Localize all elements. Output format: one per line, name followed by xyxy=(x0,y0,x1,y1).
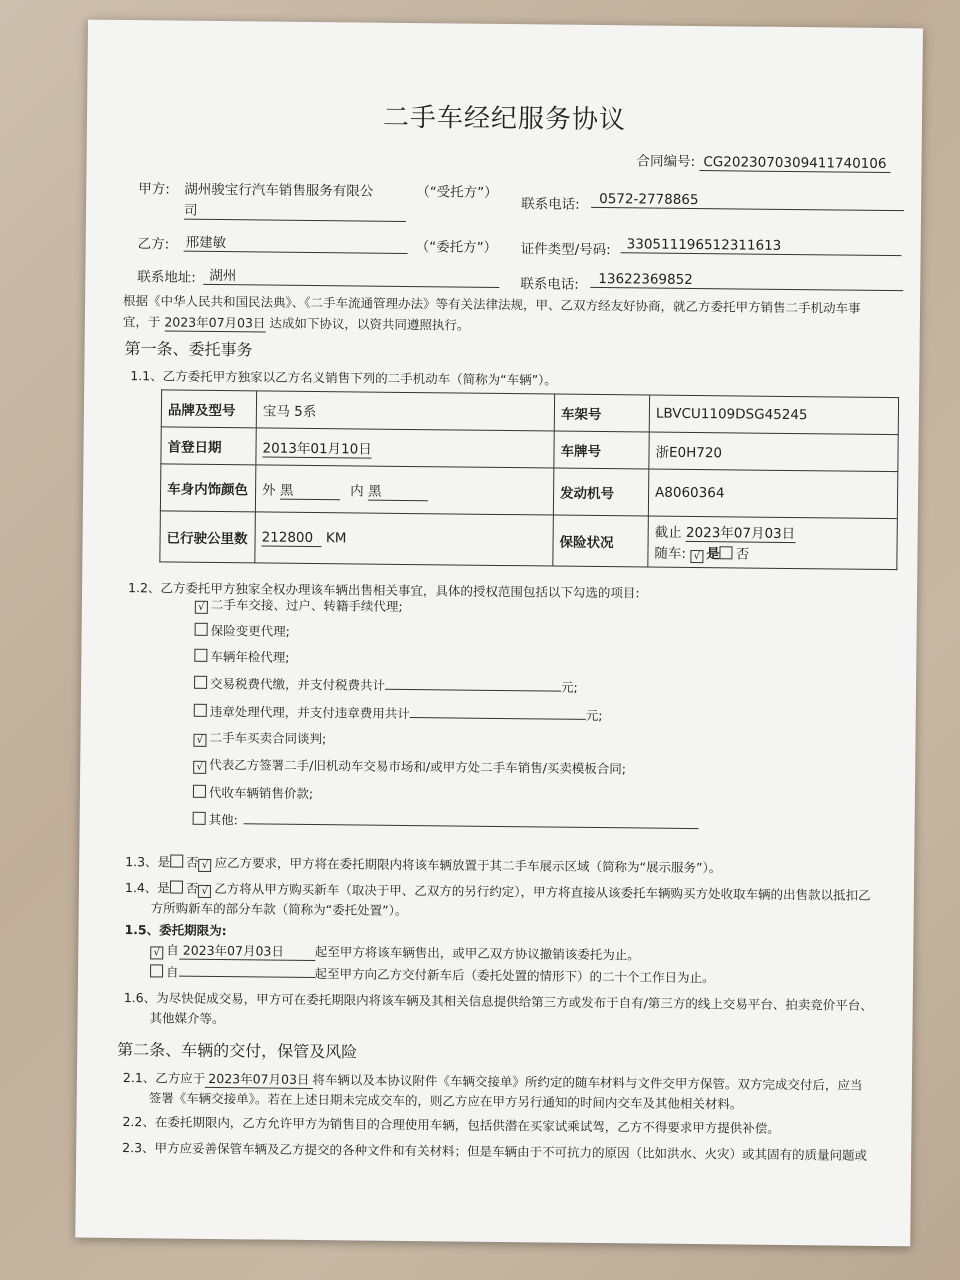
plate-label: 车牌号 xyxy=(554,431,649,469)
option-label: 其他: xyxy=(208,811,238,828)
party-b-phone: 13622369852 xyxy=(590,271,903,291)
contract-paper xyxy=(75,20,923,1247)
authorization-option xyxy=(194,701,603,724)
clause-1-6: 1.6、为尽快促成交易，甲方可在委托期限内将该车辆及其相关信息提供给第三方或发布于自有/第三方的线上交易平台、拍卖竞价平台、 xyxy=(123,990,873,1013)
authorization-option xyxy=(194,673,578,696)
insurance-until-prefix: 截止 xyxy=(654,524,682,541)
clause-1-4-text: 乙方将从甲方购买新车（取决于甲、乙双方的另行约定），甲方将直接从该委托车辆购买方处收取车辆的出售款以抵扣乙 xyxy=(214,880,871,903)
reg-date-label: 首登日期 xyxy=(161,427,256,465)
clause-2-2: 2.2、在委托期限内，乙方允许甲方为销售目的合理使用车辆，包括供潜在买家试乘试驾，乙方不得要求甲方提供补偿。 xyxy=(122,1114,780,1136)
color-out-value: 黑 xyxy=(280,478,340,500)
option-checkbox[interactable] xyxy=(194,676,207,689)
clause-1-3 xyxy=(125,852,721,877)
clause-1-3-text: 应乙方要求，甲方将在委托期限内将该车辆放置于其二手车展示区域（简称为“展示服务”）。 xyxy=(214,855,722,876)
party-a-role: （“受托方”） xyxy=(416,184,498,201)
party-a-name: 湖州骏宝行汽车销售服务有限公 xyxy=(184,181,374,200)
clause-1-3-prefix: 1.3、是 xyxy=(125,854,171,870)
option-label: 保险变更代理; xyxy=(210,622,290,639)
clause-1-3-no-label: 否 xyxy=(186,854,199,870)
party-a-name-cont: 司 xyxy=(184,199,406,222)
authorization-option xyxy=(193,728,326,748)
option-label: 二手车交接、过户、转籍手续代理; xyxy=(210,596,403,614)
term-option-1-text: 起至甲方将该车辆售出，或甲乙双方协议撤销该委托为止。 xyxy=(314,944,640,963)
party-a-phone-label: 联系电话: xyxy=(521,196,580,213)
term-option-1 xyxy=(150,940,640,964)
intro-line-1: 根据《中华人民共和国民法典》、《二手车流通管理办法》等有关法律法规，甲、乙双方经友好协商，就乙方委托甲方销售二手机动车事 xyxy=(123,293,861,316)
authorization-option xyxy=(193,809,699,833)
option-checkbox[interactable] xyxy=(195,623,208,636)
insurance-no-checkbox[interactable] xyxy=(720,546,733,559)
intro-date: 2023年07月03日 xyxy=(164,314,266,331)
intro-line-2-post: 达成如下协议，以资共同遵照执行。 xyxy=(269,315,470,333)
option-unit: 元; xyxy=(585,707,603,724)
party-a-label: 甲方: xyxy=(138,181,170,198)
clause-1-2: 1.2、乙方委托甲方独家全权办理该车辆出售相关事宜，具体的授权范围包括以下勾选的项目: xyxy=(127,580,640,601)
model-value: 宝马 5系 xyxy=(256,391,554,431)
section-1-heading: 第一条、委托事务 xyxy=(124,339,253,360)
option-checkbox[interactable]: √ xyxy=(195,601,208,614)
option-checkbox[interactable]: √ xyxy=(193,734,206,747)
clause-2-1-pre: 2.1、乙方应于 xyxy=(122,1070,206,1086)
reg-date-value: 2013年01月10日 xyxy=(262,436,371,458)
amount-blank[interactable] xyxy=(410,703,586,720)
color-in-prefix: 内 xyxy=(350,482,364,500)
engine-label: 发动机号 xyxy=(553,468,648,516)
option-label: 代收车辆销售价款; xyxy=(208,784,314,802)
term-option-1-checkbox[interactable]: √ xyxy=(150,946,163,959)
clause-2-1-post: 将车辆以及本协议附件《车辆交接单》所约定的随车材料与文件交甲方保管。双方完成交付后，应当 xyxy=(312,1072,863,1093)
other-blank[interactable] xyxy=(244,809,699,829)
mileage-cell xyxy=(255,512,554,566)
reg-date-cell xyxy=(256,428,554,468)
intro-line-2 xyxy=(123,312,470,335)
party-b-role: （“委托方”） xyxy=(415,239,498,256)
clause-1-4-prefix: 1.4、是 xyxy=(124,880,170,896)
option-label: 代表乙方签署二手/旧机动车交易市场和/或甲方处二手车销售/买卖模板合同; xyxy=(209,756,627,777)
mileage-unit: KM xyxy=(325,529,347,546)
party-b-id-label: 证件类型/号码: xyxy=(520,241,611,259)
clause-1-5-title: 1.5、委托期限为: xyxy=(124,922,227,939)
option-unit: 元; xyxy=(560,679,578,695)
clause-2-3: 2.3、甲方应妥善保管车辆及乙方提交的各种文件和有关材料；但是车辆由于不可抗力的原因（比如洪水、火灾）或其固有的质量问题或 xyxy=(122,1140,868,1163)
authorization-option xyxy=(195,621,290,640)
term-option-2 xyxy=(150,961,715,986)
section-2-heading: 第二条、车辆的交付，保管及风险 xyxy=(117,1039,358,1062)
address-value: 湖州 xyxy=(203,264,499,288)
vehicle-table xyxy=(159,389,899,570)
authorization-option xyxy=(193,755,626,779)
insurance-yes-label: 是 xyxy=(706,546,720,563)
clause-1-4-no-checkbox[interactable]: √ xyxy=(198,885,211,898)
party-a-phone: 0572-2778865 xyxy=(591,191,904,211)
option-label: 车辆年检代理; xyxy=(210,648,290,665)
table-row xyxy=(160,511,897,570)
contract-number-value: CG2023070309411740106 xyxy=(699,154,890,173)
term-option-2-checkbox[interactable] xyxy=(150,964,163,977)
clause-1-4-text-cont: 方所购新车的部分车款（简称为“委托处置”）。 xyxy=(150,900,408,919)
color-in-value: 黑 xyxy=(368,479,428,501)
party-b-phone-label: 联系电话: xyxy=(520,276,579,293)
authorization-option xyxy=(195,595,403,616)
clause-1-3-yes-checkbox[interactable] xyxy=(170,855,183,868)
insurance-yes-checkbox[interactable]: √ xyxy=(690,550,703,563)
mileage-label: 已行驶公里数 xyxy=(160,511,256,563)
clause-2-1-cont: 签署《车辆交接单》。若在上述日期未完成交车的，则乙方应在甲方另行通知的时间内交车及其他相关材料。 xyxy=(148,1090,743,1112)
color-label: 车身内饰颜色 xyxy=(160,464,255,512)
option-label: 交易税费代缴，并支付税费共计 xyxy=(209,675,386,693)
authorization-option xyxy=(193,783,313,802)
option-checkbox[interactable] xyxy=(194,704,207,717)
insurance-no-label: 否 xyxy=(735,546,750,563)
insurance-with-car-label: 随车: xyxy=(654,545,687,562)
authorization-option xyxy=(194,647,289,666)
clause-1-4-no-label: 否 xyxy=(185,880,199,896)
option-label: 二手车买卖合同谈判; xyxy=(209,729,327,747)
term-option-1-prefix: 自 xyxy=(166,942,179,958)
engine-value: A8060364 xyxy=(648,469,897,519)
vin-label: 车架号 xyxy=(554,394,649,432)
model-label: 品牌及型号 xyxy=(161,390,256,428)
clause-1-1: 1.1、乙方委托甲方独家以乙方名义销售下列的二手机动车（简称为“车辆”）。 xyxy=(130,368,557,388)
option-checkbox[interactable]: √ xyxy=(193,761,206,774)
color-cell xyxy=(255,465,553,515)
clause-1-4-yes-checkbox[interactable] xyxy=(170,881,183,894)
term-option-2-text: 起至甲方向乙方交付新车后（委托处置的情形下）的二十个工作日为止。 xyxy=(314,966,715,986)
intro-line-2-pre: 宜，于 xyxy=(122,314,161,330)
vin-value: LBVCU1109DSG45245 xyxy=(649,395,898,435)
option-checkbox[interactable] xyxy=(194,649,207,662)
amount-blank[interactable] xyxy=(385,675,561,692)
table-row xyxy=(160,464,897,519)
term-option-2-prefix: 自 xyxy=(165,964,179,980)
address-label: 联系地址: xyxy=(137,269,196,286)
term-option-1-date: 2023年07月03日 xyxy=(179,941,315,961)
clause-2-1-date: 2023年07月03日 xyxy=(205,1069,312,1089)
option-checkbox[interactable] xyxy=(193,785,206,798)
clause-1-6-cont: 其他媒介等。 xyxy=(149,1010,225,1027)
party-b-id: 330511196512311613 xyxy=(621,236,902,256)
insurance-label: 保险状况 xyxy=(553,515,649,567)
mileage-value: 212800 xyxy=(262,529,322,547)
document-title: 二手车经纪服务协议 xyxy=(382,102,627,136)
option-checkbox[interactable] xyxy=(193,812,206,825)
color-out-prefix: 外 xyxy=(262,481,276,499)
contract-number-label: 合同编号: xyxy=(636,153,696,170)
plate-value: 浙E0H720 xyxy=(649,432,898,472)
insurance-until-value: 2023年07月03日 xyxy=(686,521,795,543)
contract-number xyxy=(636,149,890,173)
insurance-cell xyxy=(648,516,898,570)
party-b-name: 邢建敏 xyxy=(184,231,408,254)
option-label: 违章处理代理，并支付违章费用共计 xyxy=(209,703,410,722)
clause-1-3-no-checkbox[interactable]: √ xyxy=(199,859,212,872)
party-b-label: 乙方: xyxy=(137,236,170,253)
